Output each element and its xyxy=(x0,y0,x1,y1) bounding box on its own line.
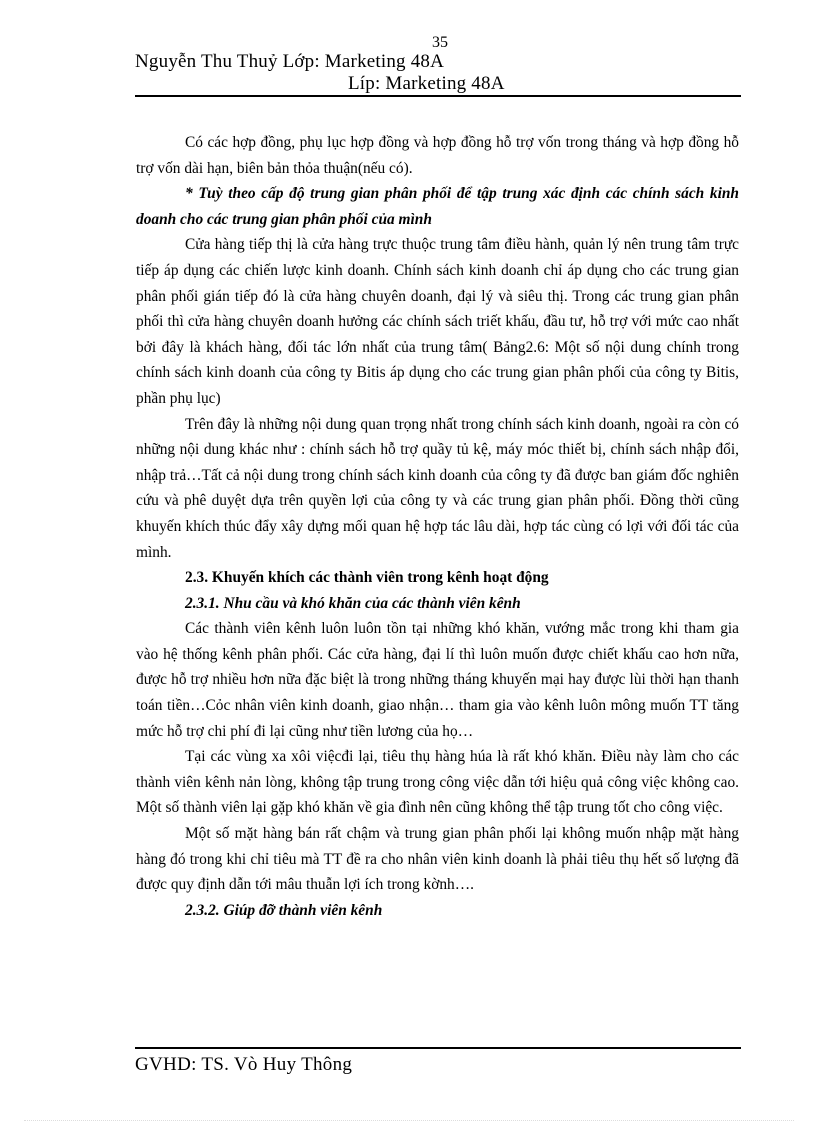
subsection-heading: 2.3.1. Nhu cầu và khó khăn của các thành viên kênh xyxy=(185,594,521,612)
header-divider xyxy=(135,95,741,97)
page-number: 35 xyxy=(432,34,448,51)
page-bottom-border xyxy=(24,1120,794,1121)
footer-advisor: GVHD: TS. Vò Huy Thông xyxy=(135,1054,353,1075)
paragraph: Trên đây là những nội dung quan trọng nhất trong chính sách kinh doanh, ngoài ra còn có những nội dung khác như : chính sách hỗ trợ quầy tủ kệ, máy móc thiết bị, chính sách nhập đổi, nhập trả…Tất cả nội dung trong chính sách kinh doanh của công ty đã được ban giám đốc nghiên cứu và phê duyệt dựa trên quyền lợi của công ty và các trung gian phân phối. Đồng thời cũng khuyến khích thúc đẩy xây dựng mối quan hệ hợp tác lâu dài, hợp tác cùng có lợi với đối tác của mình. xyxy=(136,415,739,561)
paragraph: Một số mặt hàng bán rất chậm và trung gian phân phối lại không muốn nhập mặt hàng hàng đó trong khi chỉ tiêu mà TT đề ra cho nhân viên kinh doanh là phải tiêu thụ hết số lượng đã được quy định dẫn tới mâu thuẫn lợi ích trong kờnh…. xyxy=(136,825,739,894)
document-body xyxy=(136,130,739,923)
paragraph: Tại các vùng xa xôi việcđi lại, tiêu thụ hàng húa là rất khó khăn. Điều này làm cho các thành viên kênh nản lòng, không tập trung trong công việc dẫn tới hiệu quả công việc không cao. Một số thành viên lại gặp khó khăn về gia đình nên cũng không thể tập trung tốt cho công việc. xyxy=(136,748,739,817)
subheading-italic: * Tuỳ theo cấp độ trung gian phân phối để tập trung xác định các chính sách kinh doanh cho các trung gian phân phối của mình xyxy=(136,185,739,228)
header-class: Líp: Marketing 48A xyxy=(348,73,505,94)
header-author-class: Nguyễn Thu Thuỷ Lớp: Marketing 48A xyxy=(135,51,445,72)
paragraph: Có các hợp đồng, phụ lục hợp đồng và hợp đồng hỗ trợ vốn trong tháng và hợp đồng hỗ trợ vốn dài hạn, biên bản thỏa thuận(nếu có). xyxy=(136,134,739,177)
paragraph: Cửa hàng tiếp thị là cửa hàng trực thuộc trung tâm điều hành, quản lý nên trung tâm trực tiếp áp dụng các chiến lược kinh doanh. Chính sách kinh doanh chỉ áp dụng cho các trung gian phân phối gián tiếp đó là cửa hàng chuyên doanh, đại lý và siêu thị. Trong các trung gian phân phối thì cửa hàng chuyên doanh hưởng các chính sách triết khấu, đầu tư, hỗ trợ với mức cao nhất bởi đây là khách hàng, đối tác lớn nhất của trung tâm( Bảng2.6: Một số nội dung chính trong chính sách kinh doanh của công ty Bitis áp dụng cho các trung gian phân phối của công ty Bitis, phần phụ lục) xyxy=(136,236,739,407)
paragraph: Các thành viên kênh luôn luôn tồn tại những khó khăn, vướng mắc trong khi tham gia vào hệ thống kênh phân phối. Các cửa hàng, đại lí thì luôn muốn được chiết khấu cao hơn nữa, được hỗ trợ nhiều hơn nữa đặc biệt là trong những tháng khuyến mại hay được lùi thời hạn thanh toán tiền…Cỏc nhân viên kinh doanh, giao nhận… tham gia vào kênh luôn mông muốn TT tăng mức hỗ trợ chi phí đi lại cũng như tiền lương của họ… xyxy=(136,620,739,740)
subsection-heading: 2.3.2. Giúp đỡ thành viên kênh xyxy=(185,901,383,919)
section-heading: 2.3. Khuyến khích các thành viên trong kênh hoạt động xyxy=(185,569,549,587)
footer-divider xyxy=(135,1047,741,1049)
